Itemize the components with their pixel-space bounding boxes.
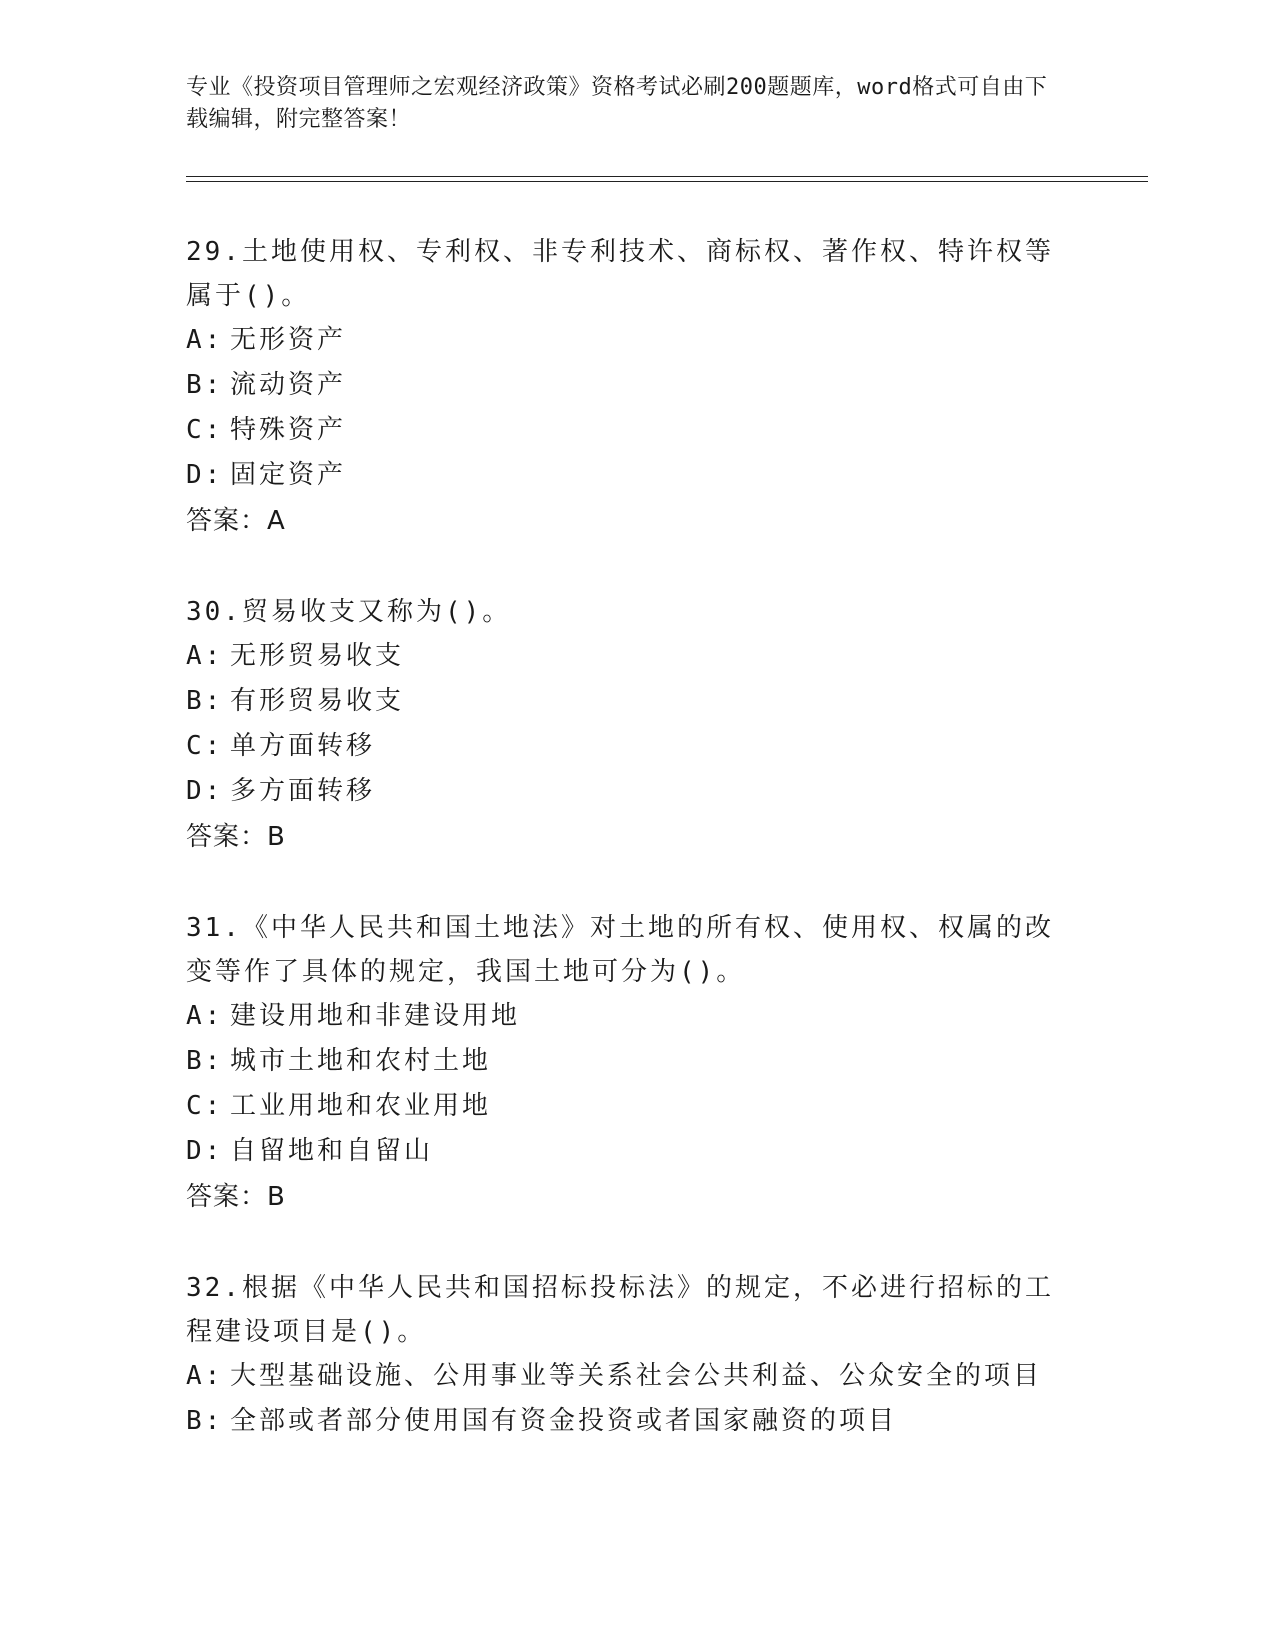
question-text: 31.《中华人民共和国土地法》对土地的所有权、使用权、权属的改变等作了具体的规定，我国土地可分为()。: [186, 913, 1054, 987]
option-text: 城市土地和农村土地: [230, 1046, 492, 1076]
option-letter: A:: [186, 1361, 224, 1391]
option-b: [186, 1399, 1086, 1444]
option-letter: A:: [186, 641, 224, 671]
option-letter: D:: [186, 460, 224, 490]
header-divider-bottom: [186, 181, 1148, 182]
answer: 答案：B: [186, 822, 286, 852]
answer: 答案：B: [186, 1182, 286, 1212]
option-text: 特殊资产: [230, 415, 347, 445]
question-31: [186, 906, 1086, 1220]
header-divider-top: [186, 176, 1148, 177]
option-text: 单方面转移: [230, 731, 376, 761]
option-text: 大型基础设施、公用事业等关系社会公共利益、公众安全的项目: [230, 1361, 1043, 1391]
option-c: [186, 408, 1086, 453]
option-text: 建设用地和非建设用地: [230, 1001, 521, 1031]
document-header: 专业《投资项目管理师之宏观经济政策》资格考试必刷200题题库，word格式可自由下载编辑，附完整答案！: [186, 75, 1048, 132]
option-text: 全部或者部分使用国有资金投资或者国家融资的项目: [230, 1406, 898, 1436]
option-letter: B:: [186, 686, 224, 716]
option-a: [186, 994, 1086, 1039]
option-b: [186, 679, 1086, 724]
option-text: 自留地和自留山: [230, 1136, 434, 1166]
option-letter: A:: [186, 325, 224, 355]
option-letter: D:: [186, 1136, 224, 1166]
option-letter: B:: [186, 1046, 224, 1076]
option-b: [186, 363, 1086, 408]
option-text: 无形贸易收支: [230, 641, 405, 671]
option-d: [186, 453, 1086, 498]
option-d: [186, 769, 1086, 814]
option-letter: A:: [186, 1001, 224, 1031]
question-list: [186, 230, 1086, 1490]
question-30: [186, 590, 1086, 860]
option-a: [186, 318, 1086, 363]
option-text: 工业用地和农业用地: [230, 1091, 492, 1121]
option-letter: D:: [186, 776, 224, 806]
option-letter: C:: [186, 731, 224, 761]
option-letter: C:: [186, 1091, 224, 1121]
option-text: 无形资产: [230, 325, 347, 355]
option-letter: C:: [186, 415, 224, 445]
option-a: [186, 1354, 1086, 1399]
option-c: [186, 724, 1086, 769]
option-c: [186, 1084, 1086, 1129]
option-a: [186, 634, 1086, 679]
question-text: 29.土地使用权、专利权、非专利技术、商标权、著作权、特许权等属于()。: [186, 237, 1054, 311]
question-32: [186, 1266, 1086, 1444]
option-text: 固定资产: [230, 460, 347, 490]
answer: 答案：A: [186, 506, 286, 536]
option-b: [186, 1039, 1086, 1084]
option-letter: B:: [186, 370, 224, 400]
option-text: 多方面转移: [230, 776, 376, 806]
question-text: 32.根据《中华人民共和国招标投标法》的规定，不必进行招标的工程建设项目是()。: [186, 1273, 1054, 1347]
question-29: [186, 230, 1086, 544]
option-letter: B:: [186, 1406, 224, 1436]
option-text: 有形贸易收支: [230, 686, 405, 716]
option-d: [186, 1129, 1086, 1174]
option-text: 流动资产: [230, 370, 347, 400]
question-text: 30.贸易收支又称为()。: [186, 597, 512, 627]
